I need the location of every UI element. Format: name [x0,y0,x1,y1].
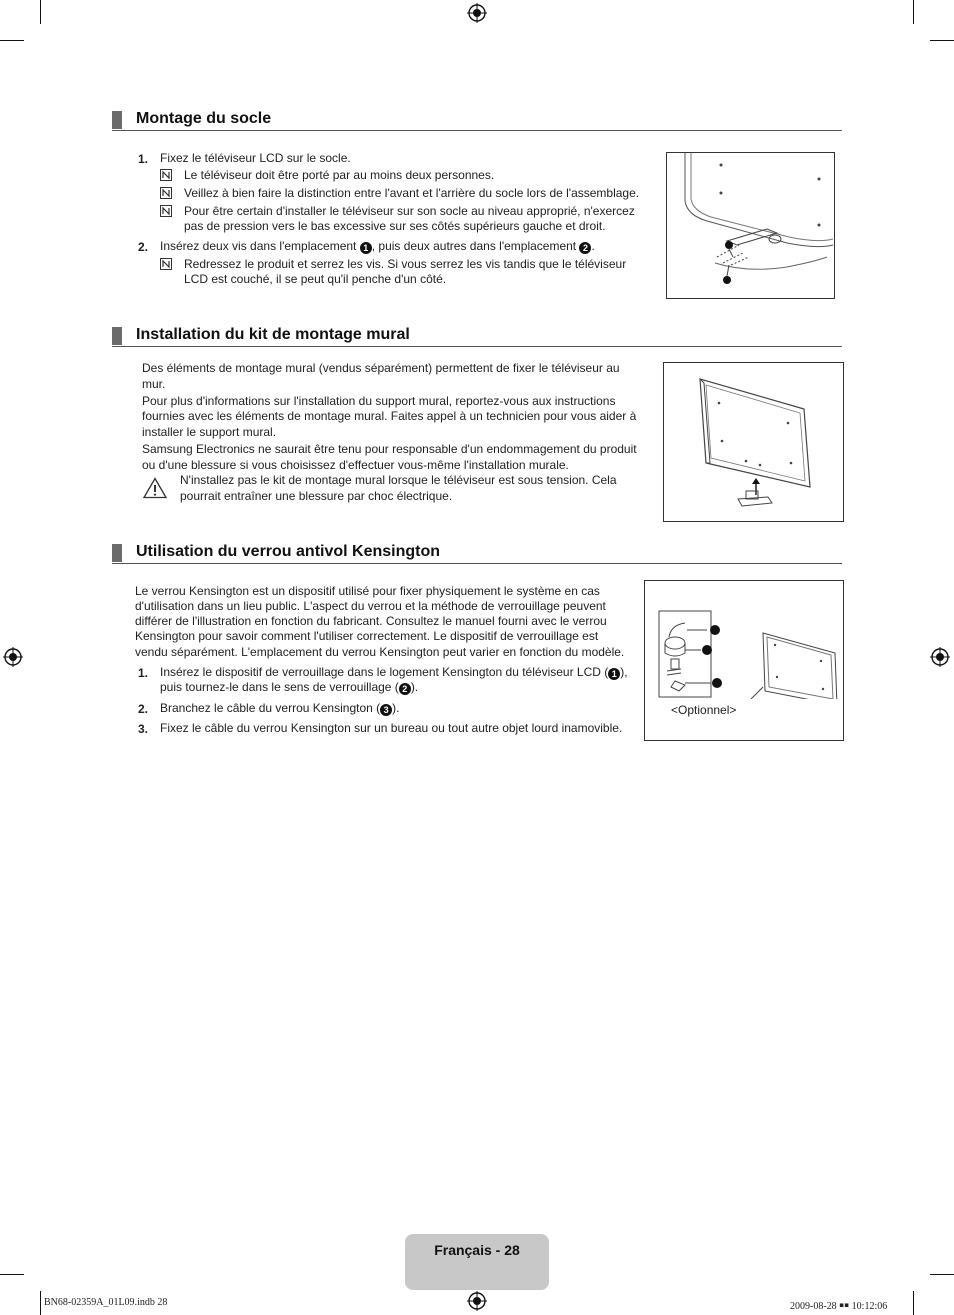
page-number: Français - 28 [434,1242,520,1258]
crop-mark [40,1291,41,1315]
step-text-part: ). [410,680,419,694]
registration-mark-icon [467,1291,487,1311]
note-text: Redressez le produit et serrez les vis. Si vous serrez les vis tandis que le téléviseur [184,257,627,271]
registration-mark-icon [3,647,23,667]
step-text [160,239,595,255]
tv-stand-drawing [667,153,834,298]
section-bar [112,327,122,345]
section-title: Montage du socle [136,110,272,127]
paragraph-line: vendu séparément. L'emplacement du verrou Kensington peut varier en fonction du modèle. [135,645,625,659]
step-text: Fixez le téléviseur LCD sur le socle. [160,151,351,165]
note-text: LCD est couché, il se peut qu'il penche d'un côté. [184,272,447,286]
paragraph-line: Pour plus d'informations sur l'installation du support mural, reportez-vous aux instructions [142,394,616,408]
paragraph-line: Des éléments de montage mural (vendus séparément) permettent de fixer le téléviseur au [142,361,620,375]
section-title: Installation du kit de montage mural [136,326,410,343]
marker-2: 2 [399,683,411,695]
step-number: 1. [138,666,149,680]
step-text-part: Insérez le dispositif de verrouillage dans le logement Kensington du téléviseur LCD ( [160,665,609,679]
paragraph-line: fournies avec les éléments de montage mural. Faites appel à un technicien pour vous aider à [142,409,637,423]
paragraph-line: Kensington pour savoir comment l'utiliser correctement. Le dispositif de verrouillage est [135,629,599,643]
paragraph-line: d'utilisation dans un lieu public. L'aspect du verrou et la méthode de verrouillage peuvent [135,599,606,613]
page-number-tab [405,1234,549,1290]
note-icon [160,169,172,181]
warning-text: N'installez pas le kit de montage mural lorsque le téléviseur est sous tension. Cela [180,473,617,487]
crop-mark [930,1274,954,1275]
step-number: 2. [138,240,149,254]
marker-1: 1 [360,242,372,254]
kensington-lock-drawing [645,581,843,699]
stand-illustration [666,152,835,299]
step-text: Fixez le câble du verrou Kensington sur un bureau ou tout autre objet lourd inamovible. [160,721,623,735]
step-text-part: ), [620,665,628,679]
paragraph-line: installer le support mural. [142,425,277,439]
registration-mark-icon [930,647,950,667]
section-header-stand [112,110,842,131]
section-bar [112,544,122,562]
marker-1: 1 [608,668,620,680]
section-bar [112,111,122,129]
note-icon [160,258,172,270]
note-text: Pour être certain d'installer le téléviseur sur son socle au niveau approprié, n'exercez [184,204,635,218]
note-icon [160,205,172,217]
print-file-info: BN68-02359A_01L09.indb 28 [44,1297,168,1308]
tv-wall-mount-drawing [664,363,843,521]
step-number: 2. [138,702,149,716]
step-text-part: puis tournez-le dans le sens de verrouillage ( [160,680,399,694]
section-title: Utilisation du verrou antivol Kensington [136,543,441,560]
marker-3: 3 [380,704,392,716]
crop-mark [0,1274,24,1275]
step-text [160,680,418,696]
paragraph-line: Samsung Electronics ne saurait être tenu pour responsable d'un endommagement du produit [142,442,637,456]
crop-mark [40,0,41,24]
paragraph-line: Le verrou Kensington est un dispositif utilisé pour fixer physiquement le système en cas [135,584,600,598]
paragraph-line: ou d'une blessure si vous choisissez d'effectuer vous-même l'installation murale. [142,458,569,472]
crop-mark [913,1291,914,1315]
print-timestamp: 2009-08-28 ￭￭ 10:12:06 [790,1301,888,1312]
crop-mark [0,40,24,41]
step-text-part: , puis deux autres dans l'emplacement [371,239,580,253]
note-text: Le téléviseur doit être porté par au moins deux personnes. [184,168,495,182]
step-number: 1. [138,152,149,166]
marker-2: 2 [579,242,591,254]
section-header-wall-mount [112,326,842,347]
step-text-part: Insérez deux vis dans l'emplacement [160,239,360,253]
section-header-kensington [112,543,842,564]
note-text: pas de pression vers le bas excessive sur ses côtés supérieurs gauche et droit. [184,219,606,233]
step-text [160,665,628,681]
kensington-illustration [644,580,844,741]
crop-mark [913,0,914,24]
step-text-part: . [591,239,595,253]
warning-icon [143,477,167,499]
step-text-part: Branchez le câble du verrou Kensington ( [160,701,381,715]
note-icon [160,187,172,199]
step-text-part: ). [392,701,400,715]
figure-caption: <Optionnel> [671,703,737,717]
step-text [160,701,399,717]
warning-text: pourrait entraîner une blessure par choc électrique. [180,489,453,503]
registration-mark-icon [467,3,487,23]
crop-mark [930,40,954,41]
paragraph-line: différer de l'illustration en fonction du fabricant. Consultez le manuel fourni avec le verrou [135,614,607,628]
wall-mount-illustration [663,362,844,522]
note-text: Veillez à bien faire la distinction entre l'avant et l'arrière du socle lors de l'assemblage. [184,186,640,200]
paragraph-line: mur. [142,377,166,391]
step-number: 3. [138,722,149,736]
